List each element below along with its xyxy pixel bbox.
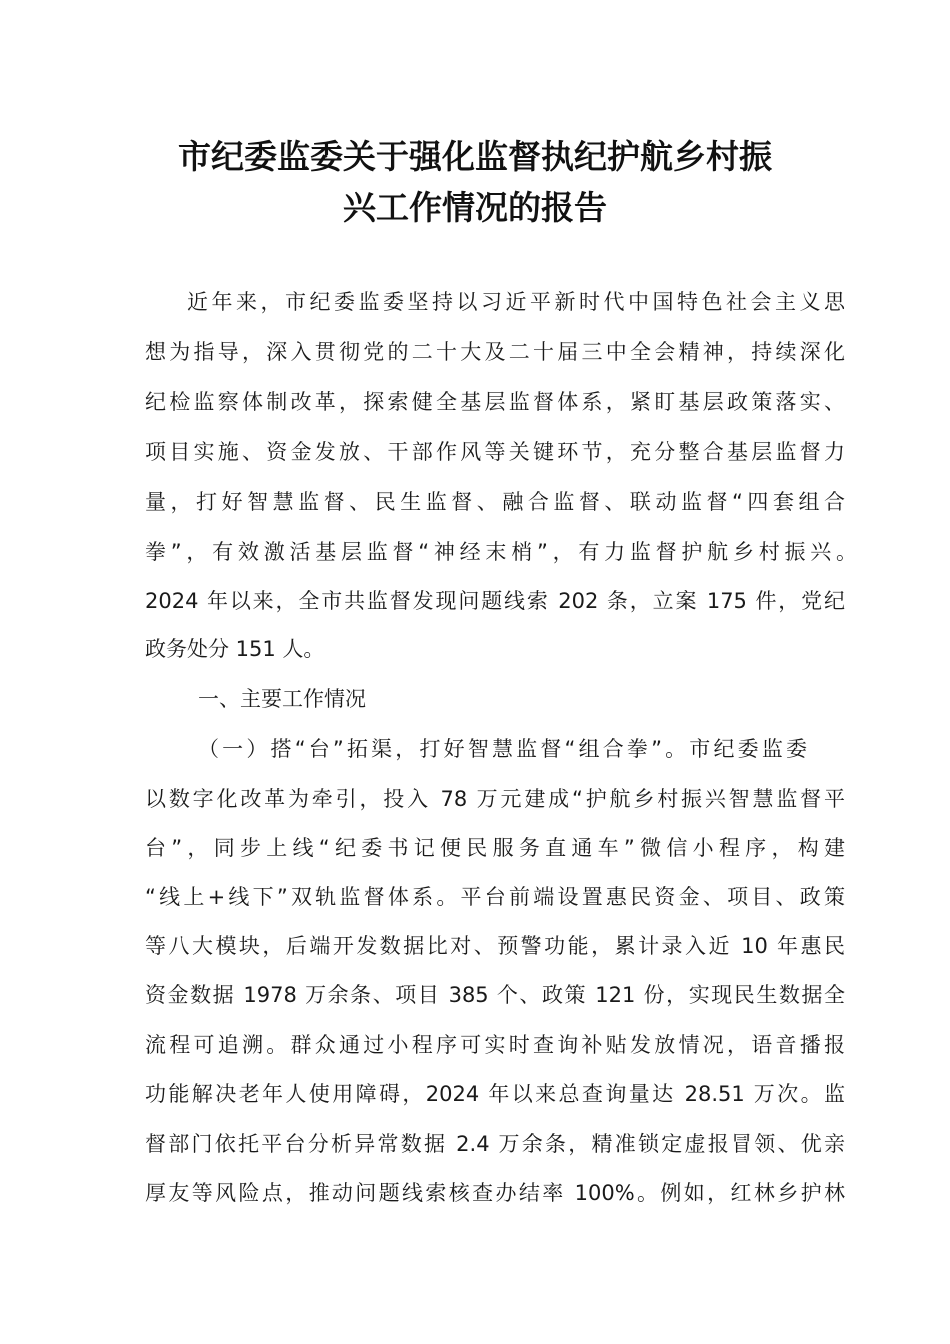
subsection-paragraph-line: 功能解决老年人使用障碍，2024 年以来总查询量达 28.51 万次。监	[145, 1082, 845, 1106]
subsection-paragraph-line: 等八大模块，后端开发数据比对、预警功能，累计录入近 10 年惠民	[145, 934, 845, 958]
subsection-paragraph-line: （一）搭“台”拓渠，打好智慧监督“组合拳”。市纪委监委	[198, 737, 807, 761]
subsection-paragraph-line: 以数字化改革为牵引，投入 78 万元建成“护航乡村振兴智慧监督平	[145, 787, 845, 811]
subsection-paragraph-line: 资金数据 1978 万余条、项目 385 个、政策 121 份，实现民生数据全	[145, 983, 845, 1007]
subsection-paragraph-line: 督部门依托平台分析异常数据 2.4 万余条，精准锁定虚报冒领、优亲	[145, 1132, 845, 1156]
intro-paragraph-line: 量，打好智慧监督、民生监督、融合监督、联动监督“四套组合	[145, 490, 845, 514]
section-heading: 一、主要工作情况	[198, 687, 366, 711]
subsection-paragraph-line: 台”，同步上线“纪委书记便民服务直通车”微信小程序，构建	[145, 836, 845, 860]
intro-paragraph-line: 纪检监察体制改革，探索健全基层监督体系，紧盯基层政策落实、	[145, 390, 845, 414]
intro-paragraph-line: 2024 年以来，全市共监督发现问题线索 202 条，立案 175 件，党纪	[145, 589, 845, 613]
report-title-line-1: 市纪委监委关于强化监督执纪护航乡村振	[178, 137, 772, 176]
report-title-line-2: 兴工作情况的报告	[343, 188, 607, 227]
intro-paragraph-line: 政务处分 151 人。	[145, 637, 325, 661]
intro-paragraph-line: 想为指导，深入贯彻党的二十大及二十届三中全会精神，持续深化	[145, 340, 845, 364]
subsection-paragraph-line: 厚友等风险点，推动问题线索核查办结率 100%。例如，红林乡护林	[145, 1181, 845, 1205]
intro-paragraph-line: 拳”，有效激活基层监督“神经末梢”，有力监督护航乡村振兴。	[145, 540, 857, 564]
intro-paragraph-line: 近年来，市纪委监委坚持以习近平新时代中国特色社会主义思	[187, 290, 845, 314]
intro-paragraph-line: 项目实施、资金发放、干部作风等关键环节，充分整合基层监督力	[145, 440, 845, 464]
subsection-paragraph-line: 流程可追溯。群众通过小程序可实时查询补贴发放情况，语音播报	[145, 1033, 845, 1057]
subsection-paragraph-line: “线上+线下”双轨监督体系。平台前端设置惠民资金、项目、政策	[145, 885, 845, 909]
